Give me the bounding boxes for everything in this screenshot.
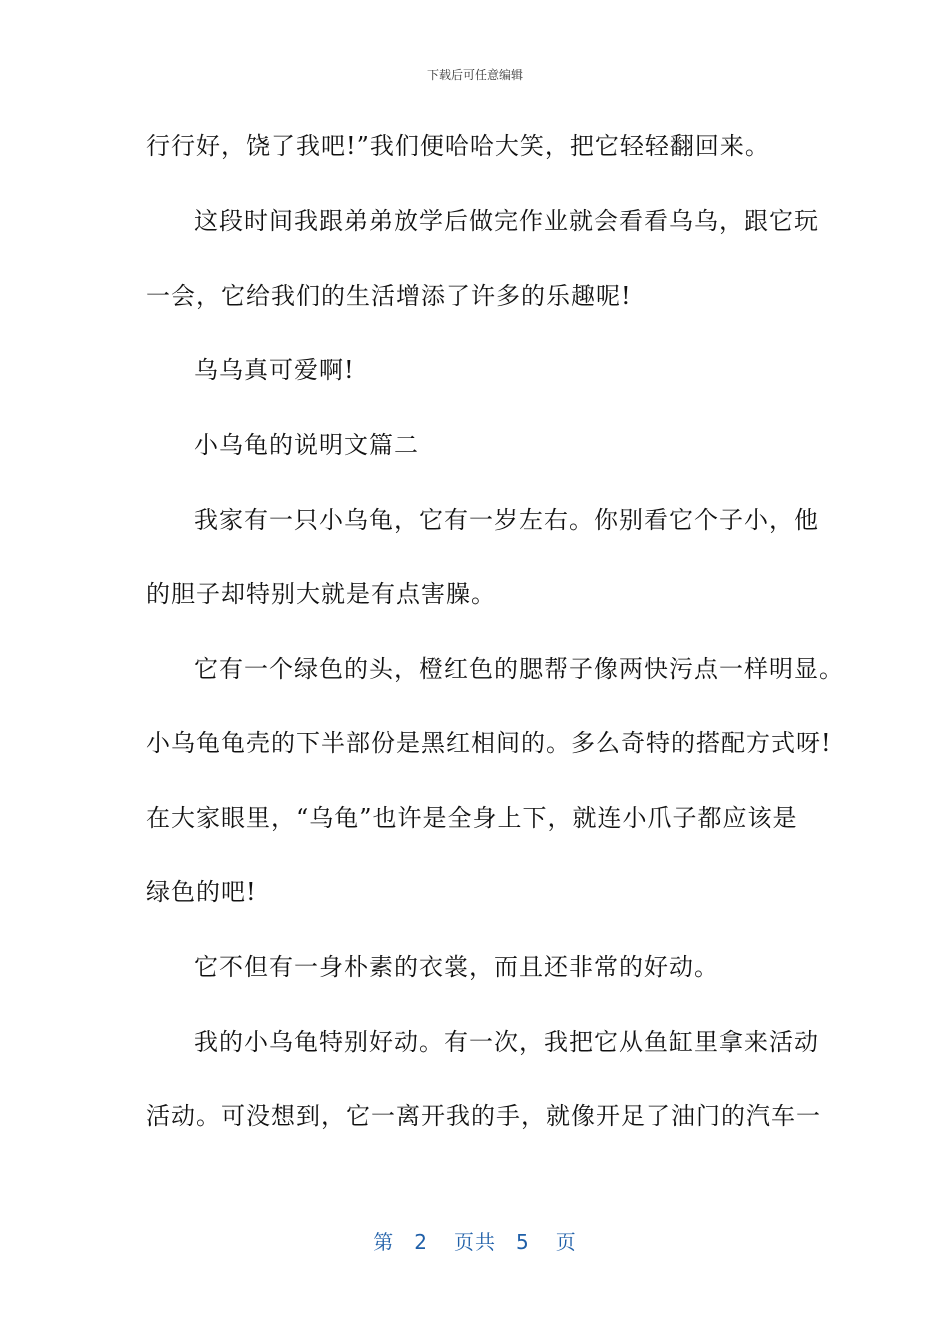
current-page-number: 2	[414, 1230, 428, 1254]
text-line: 的胆子却特别大就是有点害臊。	[146, 580, 496, 608]
text-line: 我家有一只小乌龟，它有一岁左右。你别看它个子小，他	[194, 506, 819, 534]
text-line: 在大家眼里，“乌龟”也许是全身上下，就连小爪子都应该是	[146, 804, 798, 832]
text-line: 小乌龟龟壳的下半部份是黑红相间的。多么奇特的搭配方式呀!	[146, 729, 832, 757]
text-line: 它不但有一身朴素的衣裳，而且还非常的好动。	[194, 953, 719, 981]
text-line: 一会，它给我们的生活增添了许多的乐趣呢!	[146, 282, 632, 310]
header-note: 下载后可任意编辑	[426, 68, 523, 82]
total-pages-number: 5	[516, 1230, 530, 1254]
footer-suffix: 页	[555, 1230, 577, 1254]
text-line: 行行好，饶了我吧!”我们便哈哈大笑，把它轻轻翻回来。	[146, 132, 770, 160]
text-line: 乌乌真可爱啊!	[194, 356, 355, 384]
text-line: 这段时间我跟弟弟放学后做完作业就会看看乌乌，跟它玩	[194, 207, 819, 235]
text-line: 活动。可没想到，它一离开我的手，就像开足了油门的汽车一	[146, 1102, 821, 1130]
text-line: 我的小乌龟特别好动。有一次，我把它从鱼缸里拿来活动	[194, 1028, 819, 1056]
section-heading: 小乌龟的说明文篇二	[194, 431, 419, 459]
page-number-footer	[0, 1226, 950, 1255]
footer-prefix: 第	[373, 1230, 395, 1254]
text-line: 它有一个绿色的头，橙红色的腮帮子像两快污点一样明显。	[194, 655, 844, 683]
text-line: 绿色的吧!	[146, 878, 257, 906]
footer-middle: 页共	[454, 1230, 496, 1254]
